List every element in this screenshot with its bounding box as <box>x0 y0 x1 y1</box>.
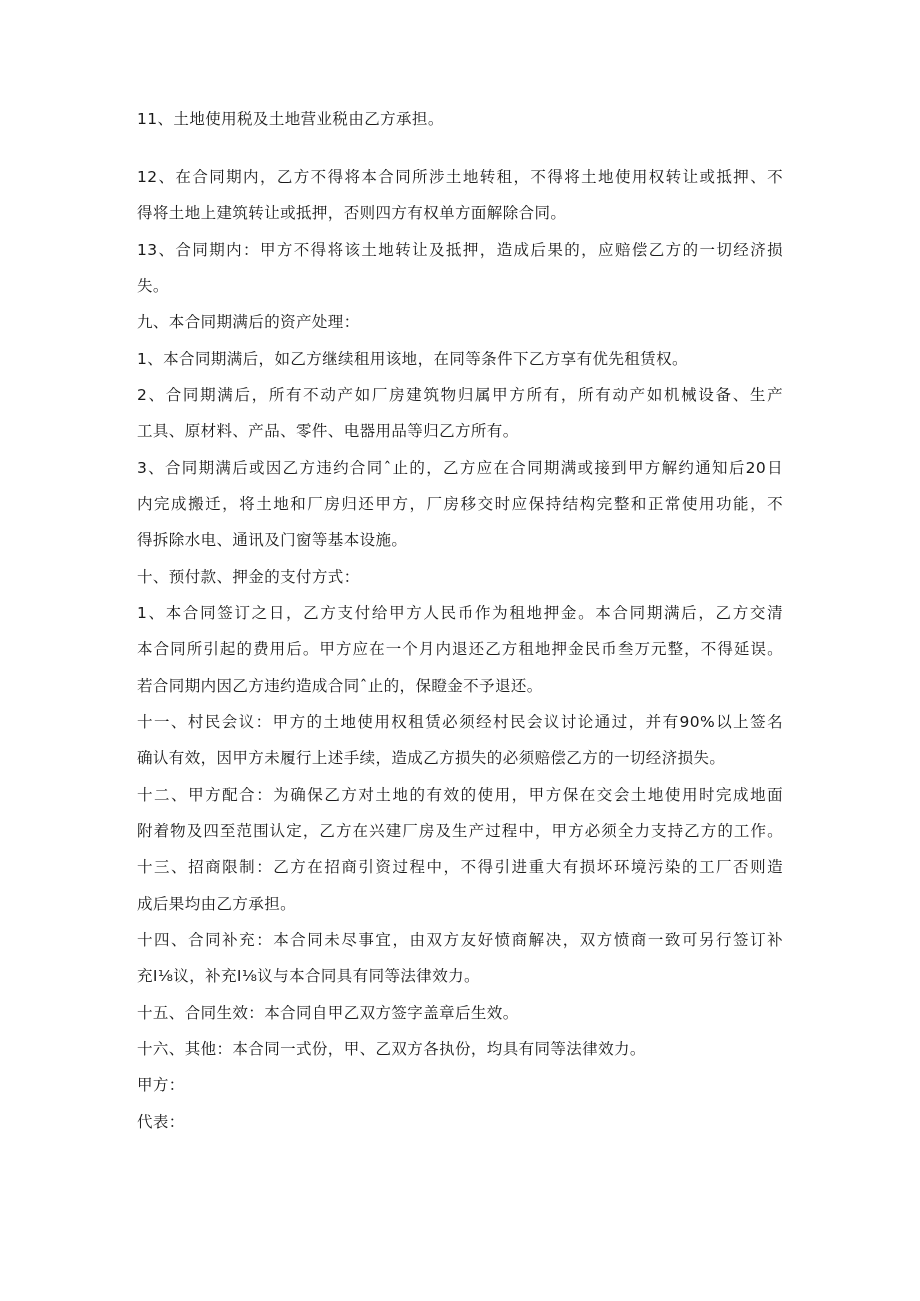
section-11-line-1: 十一、村民会议：甲方的土地使用权租赁必须经村民会议讨论通过，并有90%以上签名 <box>137 713 783 731</box>
section-9-heading: 九、本合同期满后的资产处理： <box>137 313 360 331</box>
clause-11: 11、土地使用税及土地营业税由乙方承担。 <box>137 110 444 128</box>
section-9-item-3-line-2: 内完成搬迁，将土地和厂房归还甲方，厂房移交时应保持结构完整和正常使用功能，不 <box>137 495 783 513</box>
section-10-heading: 十、预付款、押金的支付方式： <box>137 568 360 586</box>
clause-13-line-2: 失。 <box>137 277 169 295</box>
section-9-item-2-line-2: 工具、原材料、产品、零件、电器用品等归乙方所有。 <box>137 422 519 440</box>
clause-12-line-2: 得将土地上建筑转让或抵押，否则四方有权单方面解除合同。 <box>137 204 567 222</box>
section-9-item-2-line-1: 2、合同期满后，所有不动产如厂房建筑物归属甲方所有，所有动产如机械设备、生产 <box>137 386 783 404</box>
section-16: 十六、其他：本合同一式份，甲、乙双方各执份，均具有同等法律效力。 <box>137 1040 646 1058</box>
section-14-line-1: 十四、合同补充：本合同未尽事宜，由双方友好愤商解决，双方愤商一致可另行签订补 <box>137 931 783 949</box>
representative-label: 代表： <box>137 1113 185 1131</box>
section-12-line-2: 附着物及四至范围认定，乙方在兴建厂房及生产过程中，甲方必须全力支持乙方的工作。 <box>137 822 783 840</box>
clause-13-line-1: 13、合同期内：甲方不得将该土地转让及抵押，造成后果的，应赔偿乙方的一切经济损 <box>137 241 783 259</box>
section-10-item-1-line-2: 本合同所引起的费用后。甲方应在一个月内退还乙方租地押金民币叁万元整，不得延误。 <box>137 640 783 658</box>
section-15: 十五、合同生效：本合同自甲乙双方签字盖章后生效。 <box>137 1004 519 1022</box>
section-11-line-2: 确认有效，因甲方未履行上述手续，造成乙方损失的必须赔偿乙方的一切经济损失。 <box>137 749 726 767</box>
party-a-label: 甲方： <box>137 1076 185 1094</box>
section-12-line-1: 十二、甲方配合：为确保乙方对土地的有效的使用，甲方保在交会土地使用时完成地面 <box>137 786 783 804</box>
section-9-item-3-line-3: 得拆除水电、通讯及门窗等基本设施。 <box>137 531 408 549</box>
section-9-item-3-line-1: 3、合同期满后或因乙方违约合同ˆ止的，乙方应在合同期满或接到甲方解约通知后20日 <box>137 459 783 477</box>
section-10-item-1-line-3: 若合同期内因乙方违约造成合同ˆ止的，保瞪金不予退还。 <box>137 677 543 695</box>
section-10-item-1-line-1: 1、本合同签订之日，乙方支付给甲方人民币作为租地押金。本合同期满后，乙方交清 <box>137 604 783 622</box>
section-13-line-1: 十三、招商限制：乙方在招商引资过程中，不得引进重大有损坏环境污染的工厂否则造 <box>137 858 783 876</box>
section-13-line-2: 成后果均由乙方承担。 <box>137 895 297 913</box>
section-9-item-1: 1、本合同期满后，如乙方继续租用该地，在同等条件下乙方享有优先租赁权。 <box>137 350 688 368</box>
section-14-line-2: 充I⅛议，补充I⅛议与本合同具有同等法律效力。 <box>137 967 480 985</box>
clause-12-line-1: 12、在合同期内，乙方不得将本合同所涉土地转租，不得将土地使用权转让或抵押、不 <box>137 168 783 186</box>
